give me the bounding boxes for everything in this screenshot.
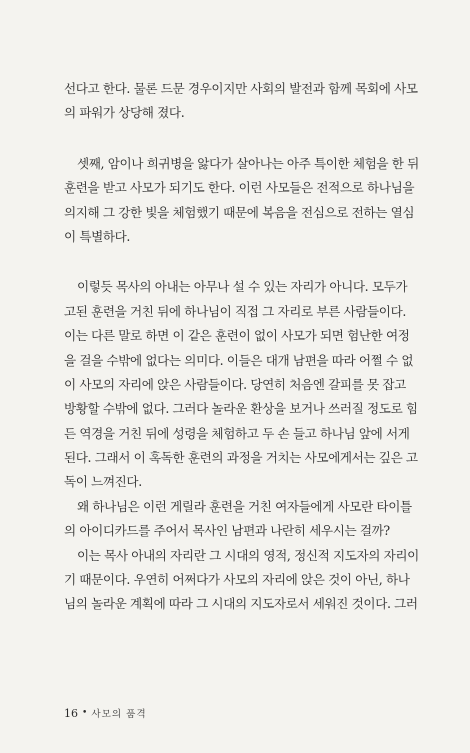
page-number: 16 [64,706,78,720]
text-line: 선다고 한다. 물론 드문 경우이지만 사회의 발전과 함께 목회에 사모 [64,81,418,96]
text-line: 든 역경을 거친 뒤에 성령을 체험하고 두 손 들고 하나님 앞에 서게 [64,425,410,441]
text-line: 훈련을 받고 사모가 되기도 한다. 이런 사모들은 전적으로 하나님을 [64,180,415,196]
paragraph [64,495,420,544]
text-line: 이렇듯 목사의 아내는 아무나 설 수 있는 자리가 아니다. 모두가 [77,279,408,295]
body-text [64,77,420,617]
text-line: 의 파워가 상당해 졌다. [64,105,185,121]
text-line: 고된 훈련을 거친 뒤에 하나님이 직접 그 자리로 부른 사람들이다. [64,303,406,319]
text-line: 된다. 그래서 이 혹독한 훈련의 과정을 거치는 사모에게서는 깊은 고 [64,450,418,466]
text-line: 독이 느껴진다. [64,474,142,490]
text-line: 의 아이디카드를 주어서 목사인 남편과 나란히 세우시는 걸까? [64,523,390,539]
text-line: 이는 다른 말로 하면 이 같은 훈련이 없이 사모가 되면 험난한 여정 [64,328,410,344]
text-line: 님의 놀라운 계획에 따라 그 시대의 지도자로서 세워진 것이다. 그러 [64,596,418,612]
paragraph [64,275,420,495]
text-line: 의지해 그 강한 빛을 체험했기 때문에 복음을 전심으로 전하는 열심 [64,204,415,220]
footer-separator: • [82,707,88,718]
text-line: 왜 하나님은 이런 게릴라 훈련을 거친 여자들에게 사모란 타이틀 [77,498,412,514]
text-line: 이 사모의 자리에 앉은 사람들이다. 당연히 처음엔 갈피를 못 잡고 [64,376,406,392]
paragraph [64,544,420,617]
text-line: 기 때문이다. 우연히 어쩌다가 사모의 자리에 앉은 것이 아닌, 하나 [64,572,410,588]
text-line: 이는 목사 아내의 자리란 그 시대의 영적, 정신적 지도자의 자리이 [77,547,419,563]
text-line: 셋째, 암이나 희귀병을 앓다가 살아나는 아주 특이한 체험을 한 뒤 [77,155,419,171]
text-line: 이 특별하다. [64,228,131,244]
text-line: 을 걸을 수밖에 없다는 의미다. 이들은 대개 남편을 따라 어쩔 수 없 [64,352,414,368]
paragraph [64,152,420,250]
page-footer [64,706,147,720]
running-title: 사모의 품격 [91,709,147,720]
text-line: 방황할 수밖에 없다. 그러다 놀라운 환상을 보거나 쓰러질 정도로 힘 [64,401,418,417]
paragraph [64,77,420,126]
